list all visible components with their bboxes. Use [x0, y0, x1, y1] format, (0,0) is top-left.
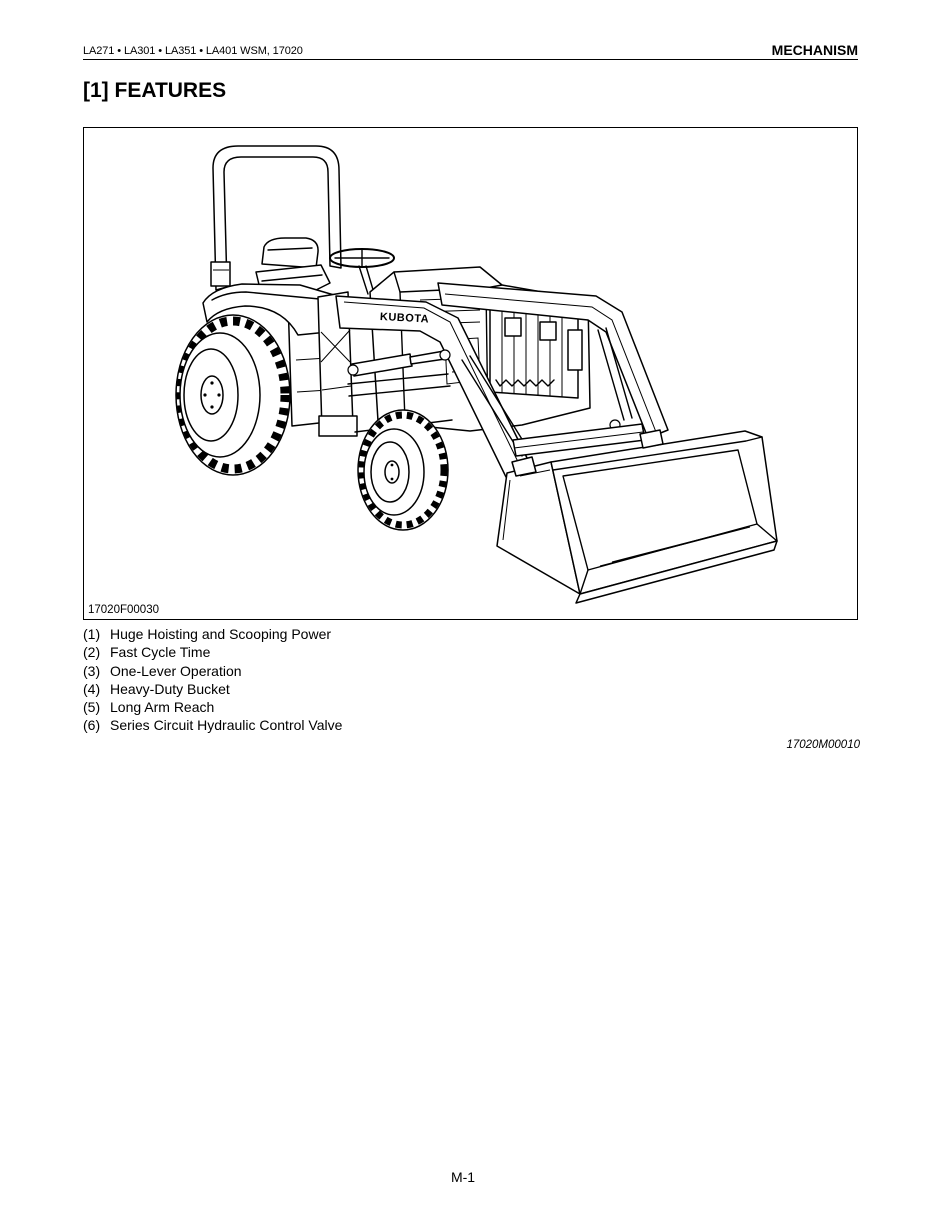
loader-bucket: [497, 430, 777, 603]
chapter-name: MECHANISM: [771, 42, 858, 58]
feature-list: [83, 625, 583, 735]
feature-text: Fast Cycle Time: [110, 644, 211, 661]
text-code: 17020M00010: [786, 739, 860, 751]
tractor-loader-illustration: [83, 127, 858, 620]
feature-item: [83, 643, 583, 661]
front-grille: [490, 306, 582, 398]
feature-item: [83, 625, 583, 643]
feature-text: One-Lever Operation: [110, 662, 242, 679]
feature-item: [83, 680, 583, 698]
rear-tire: [176, 315, 290, 475]
feature-number: (2): [83, 644, 101, 661]
figure-code: 17020F00030: [88, 604, 159, 616]
feature-number: (3): [83, 662, 101, 679]
feature-item: [83, 698, 583, 716]
feature-item: [83, 662, 583, 680]
feature-item: [83, 716, 583, 734]
feature-number: (6): [83, 717, 101, 734]
feature-text: Long Arm Reach: [110, 699, 215, 716]
feature-number: (5): [83, 699, 101, 716]
feature-number: (4): [83, 680, 101, 697]
brand-lettering: KUBOTA: [379, 310, 430, 326]
feature-text: Heavy-Duty Bucket: [110, 680, 230, 697]
manual-models: LA271 • LA301 • LA351 • LA401 WSM, 17020: [83, 45, 303, 57]
page-header: [83, 41, 858, 60]
page-number: M-1: [450, 1169, 476, 1185]
feature-text: Huge Hoisting and Scooping Power: [110, 626, 332, 642]
section-title: [1] FEATURES: [83, 79, 227, 102]
feature-text: Series Circuit Hydraulic Control Valve: [110, 717, 343, 734]
feature-number: (1): [83, 626, 101, 642]
